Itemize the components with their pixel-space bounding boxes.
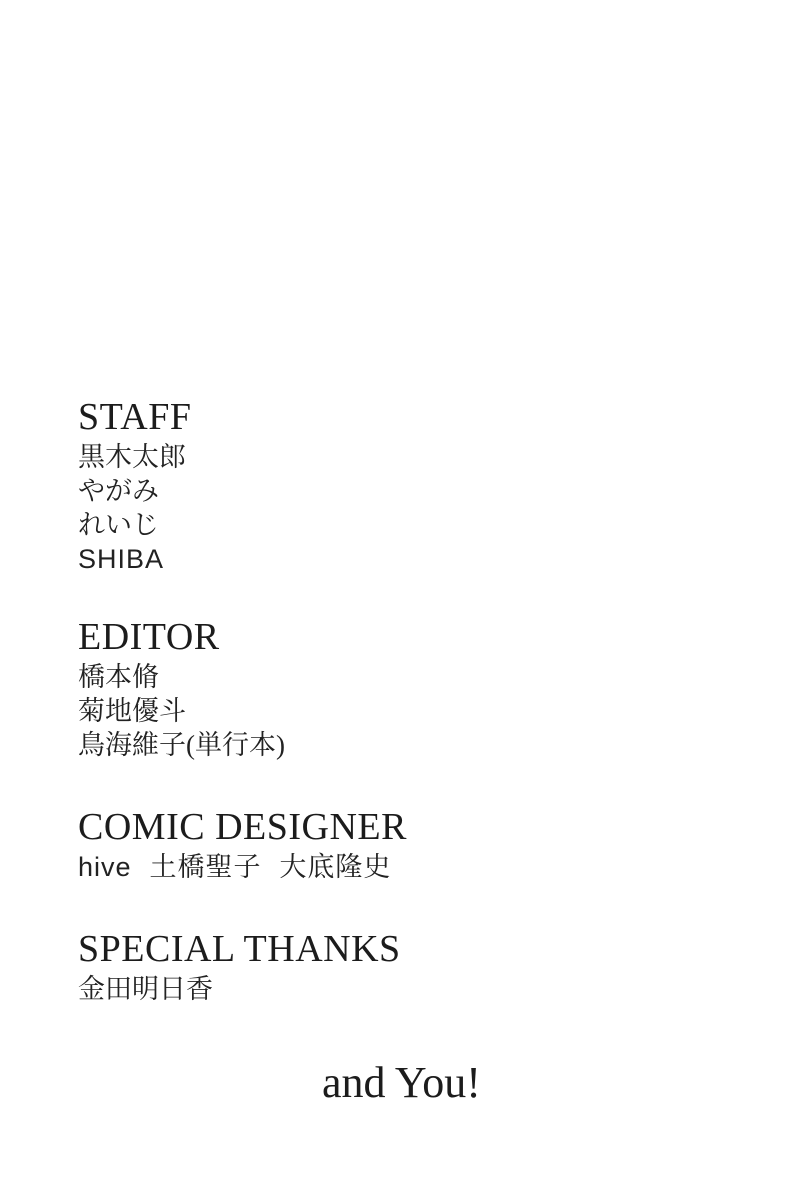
- special-thanks-heading: SPECIAL THANKS: [78, 928, 401, 970]
- editor-name: 橋本脩: [78, 662, 159, 692]
- staff-name-list: [78, 440, 192, 576]
- comic-designer-heading: COMIC DESIGNER: [78, 806, 407, 848]
- comic-designer-name-list: [78, 850, 407, 884]
- editor-heading: EDITOR: [78, 616, 220, 658]
- special-thanks-name: 金田明日香: [78, 974, 213, 1004]
- staff-heading: STAFF: [78, 396, 192, 438]
- editor-name-list: [78, 660, 285, 762]
- section-comic-designer: [78, 806, 407, 884]
- editor-name: 鳥海維子(単行本): [78, 730, 285, 760]
- editor-name: 菊地優斗: [78, 696, 186, 726]
- staff-name: やがみ: [78, 476, 159, 506]
- staff-name: SHIBA: [78, 544, 165, 574]
- section-special-thanks: [78, 928, 401, 1006]
- comic-designer-names: hive 土橋聖子 大底隆史: [78, 852, 392, 882]
- staff-name: 黒木太郎: [78, 442, 186, 472]
- section-staff: [78, 396, 192, 576]
- staff-name: れいじ: [78, 510, 159, 540]
- section-editor: [78, 616, 285, 762]
- and-you-text: and You!: [322, 1058, 481, 1107]
- special-thanks-name-list: [78, 972, 401, 1006]
